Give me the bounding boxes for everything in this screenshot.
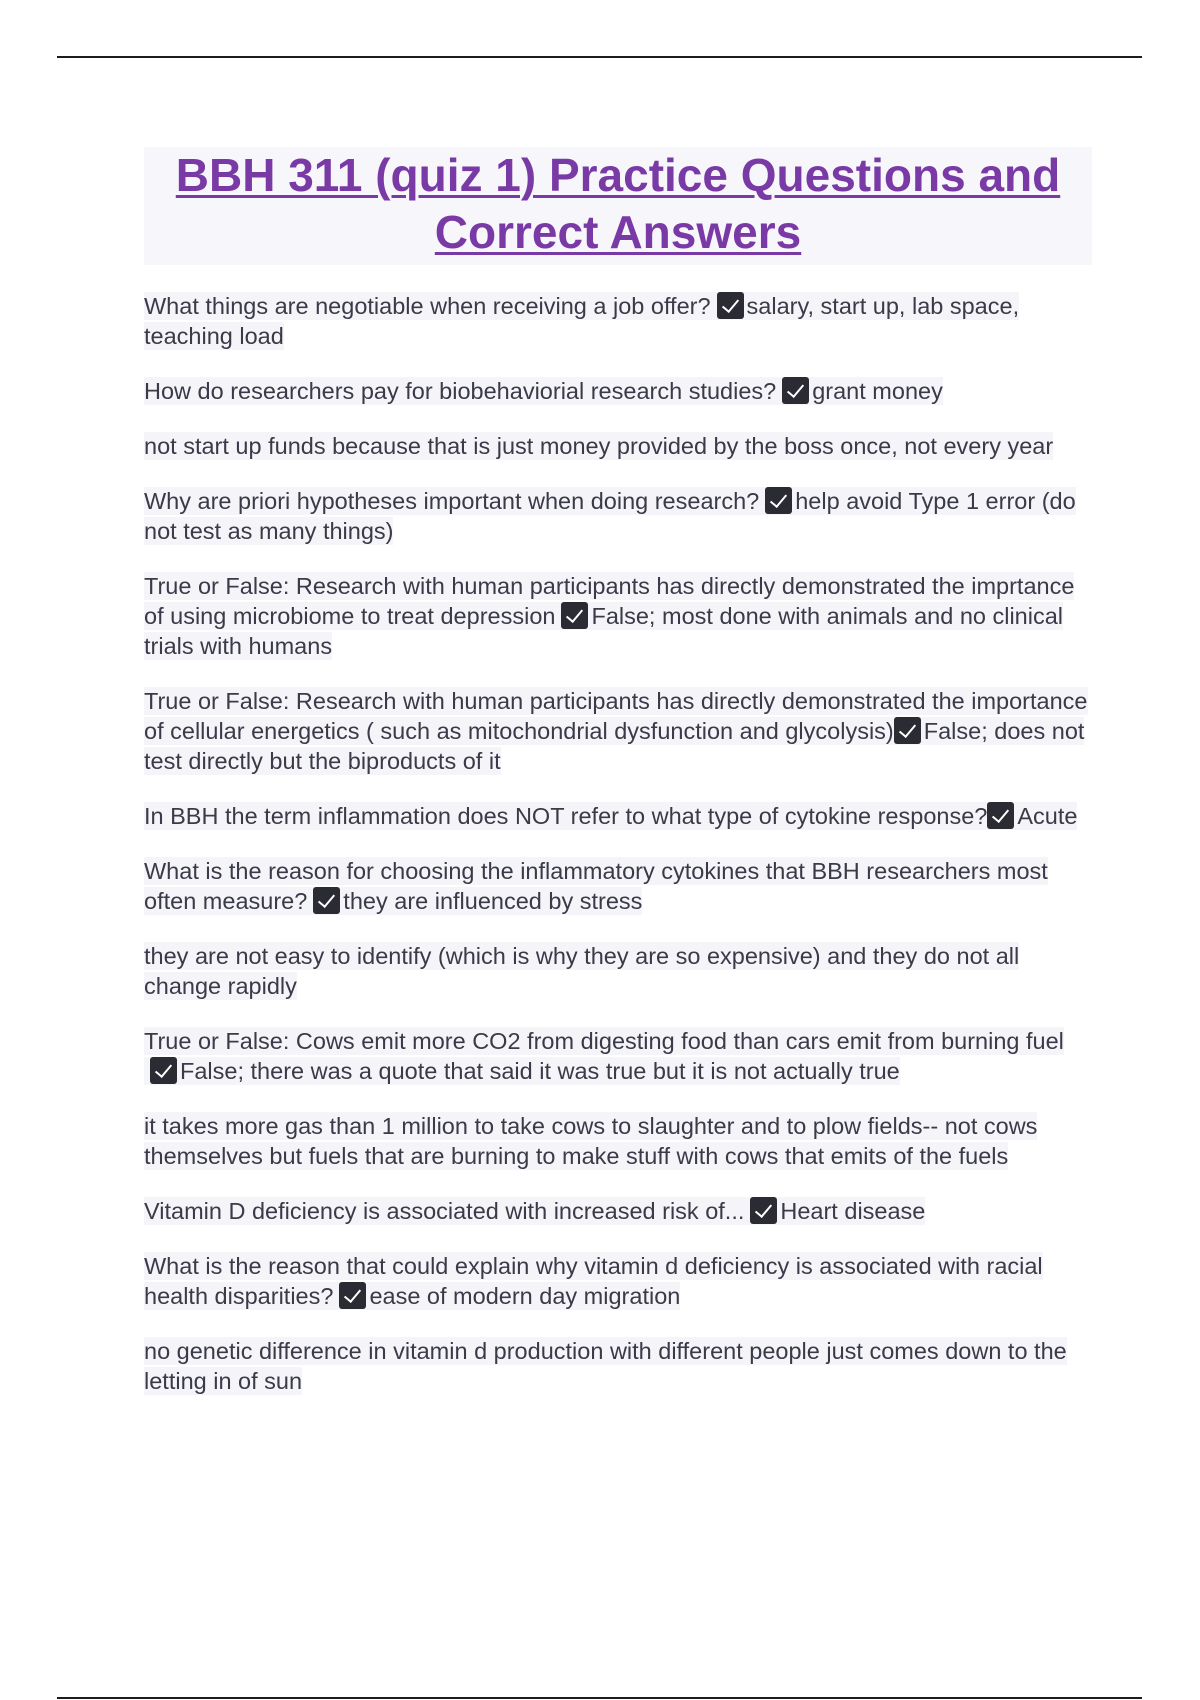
check-icon xyxy=(561,602,588,629)
question-text: True or False: Research with human participants has directly demonstrated the importance of cellular energetics ( such as mitochondrial dysfunction and glycolysis) xyxy=(144,688,1088,744)
note-text: it takes more gas than 1 million to take cows to slaughter and to plow fields-- not cows themselves but fuels that are burning to make stuff with cows that emits of the fuels xyxy=(144,1113,1038,1169)
answer-text: Acute xyxy=(1017,803,1078,829)
check-icon xyxy=(150,1057,177,1084)
note-text: not start up funds because that is just money provided by the boss once, not every year xyxy=(144,433,1054,459)
question-text: What things are negotiable when receiving a job offer? xyxy=(144,293,711,319)
qa-item xyxy=(144,571,1092,661)
note-item xyxy=(144,1111,1092,1171)
answer-text: False; there was a quote that said it was true but it is not actually true xyxy=(180,1058,900,1084)
question-text: What is the reason that could explain why vitamin d deficiency is associated with racial health disparities? xyxy=(144,1253,1043,1309)
qa-item xyxy=(144,801,1092,831)
title-block xyxy=(144,147,1092,265)
qa-item xyxy=(144,856,1092,916)
qa-item xyxy=(144,291,1092,351)
check-icon xyxy=(782,377,809,404)
check-icon xyxy=(894,717,921,744)
question-text: True or False: Research with human participants has directly demonstrated the imprtance of using microbiome to treat depression xyxy=(144,573,1075,629)
check-icon xyxy=(717,292,744,319)
document-page xyxy=(144,147,1092,1421)
qa-item xyxy=(144,1026,1092,1086)
top-rule xyxy=(57,56,1142,58)
answer-text: False; most done with animals and no clinical trials with humans xyxy=(144,603,1064,659)
qa-item xyxy=(144,376,1092,406)
question-text: Vitamin D deficiency is associated with increased risk of... xyxy=(144,1198,745,1224)
question-text: What is the reason for choosing the inflammatory cytokines that BBH researchers most often measure? xyxy=(144,858,1048,914)
answer-text: Heart disease xyxy=(780,1198,926,1224)
check-icon xyxy=(987,802,1014,829)
qa-item xyxy=(144,486,1092,546)
question-text: How do researchers pay for biobehaviorial research studies? xyxy=(144,378,777,404)
note-text: they are not easy to identify (which is why they are so expensive) and they do not all change rapidly xyxy=(144,943,1020,999)
answer-text: they are influenced by stress xyxy=(343,888,643,914)
answer-text: False; does not test directly but the biproducts of it xyxy=(144,718,1085,774)
question-text: True or False: Cows emit more CO2 from digesting food than cars emit from burning fuel xyxy=(144,1028,1064,1054)
bottom-rule xyxy=(57,1697,1142,1699)
note-item xyxy=(144,941,1092,1001)
qa-item xyxy=(144,1196,1092,1226)
check-icon xyxy=(313,887,340,914)
question-text: Why are priori hypotheses important when doing research? xyxy=(144,488,760,514)
qa-item xyxy=(144,1251,1092,1311)
question-text: In BBH the term inflammation does NOT refer to what type of cytokine response? xyxy=(144,803,988,829)
note-text: no genetic difference in vitamin d production with different people just comes down to the letting in of sun xyxy=(144,1338,1067,1394)
note-item xyxy=(144,1336,1092,1396)
answer-text: ease of modern day migration xyxy=(369,1283,681,1309)
document-title: BBH 311 (quiz 1) Practice Questions and Correct Answers xyxy=(175,149,1061,258)
answer-text: salary, start up, lab space, teaching load xyxy=(144,293,1020,349)
note-item xyxy=(144,431,1092,461)
check-icon xyxy=(750,1197,777,1224)
check-icon xyxy=(765,487,792,514)
qa-item xyxy=(144,686,1092,776)
check-icon xyxy=(339,1282,366,1309)
answer-text: grant money xyxy=(812,378,943,404)
answer-text: help avoid Type 1 error (do not test as many things) xyxy=(144,488,1076,544)
